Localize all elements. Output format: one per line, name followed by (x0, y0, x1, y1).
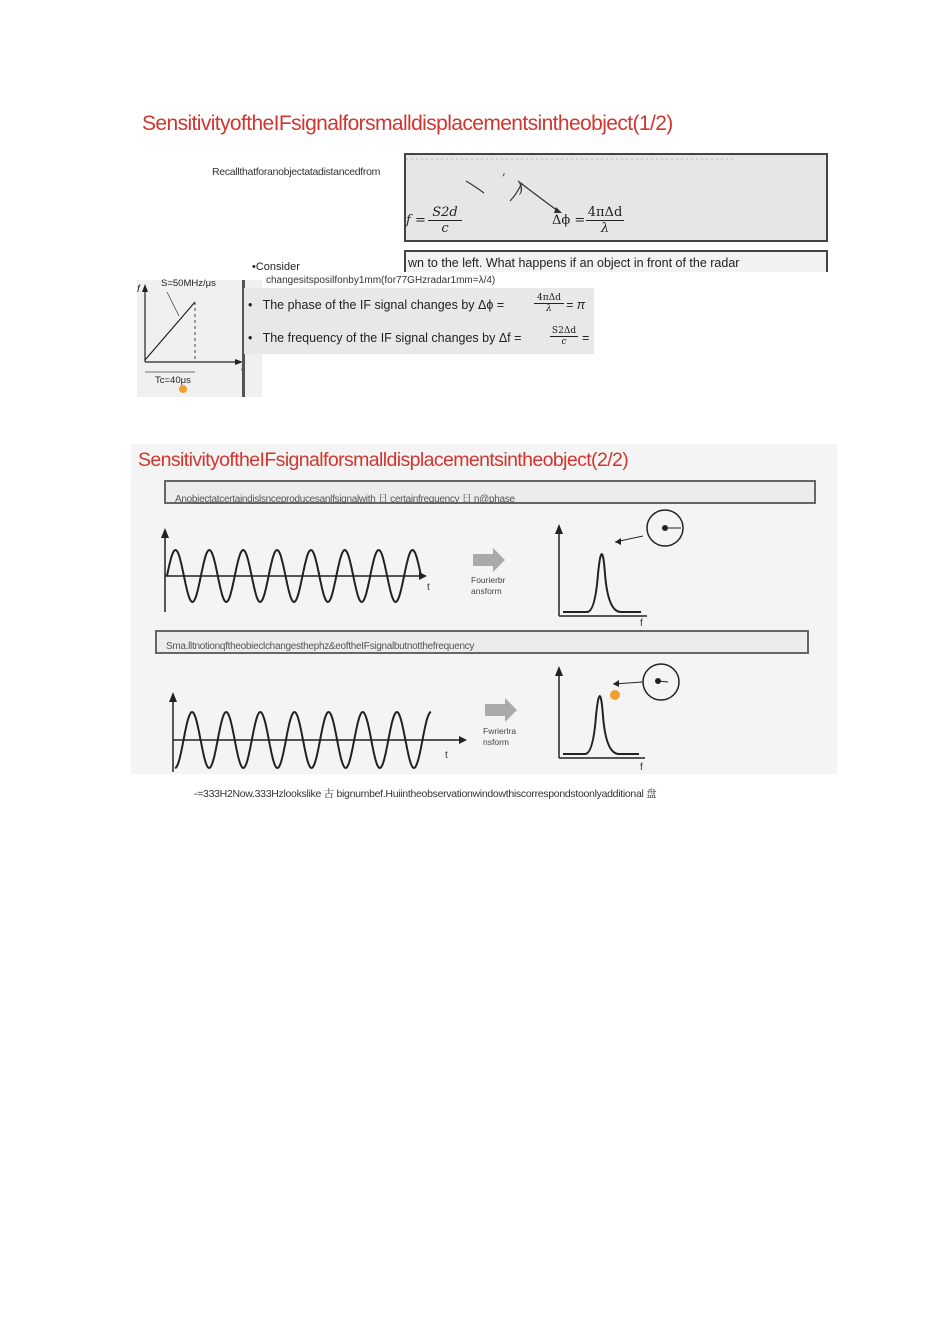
consider-label: •Consider (252, 261, 300, 273)
t-label-1: t (427, 582, 430, 593)
formula-phi-lhs: Δϕ = (552, 213, 586, 228)
snippet-text: wn to the left. What happens if an object in front of the radar (408, 256, 740, 270)
formula-f-num: S2d (428, 205, 462, 221)
formula-phi-num: 4πΔd (587, 205, 623, 220)
bullet-phase-den: λ (546, 304, 552, 314)
formula-phi-den: λ (600, 221, 610, 236)
graph-tc-label: Tc=40μs (155, 375, 191, 386)
f-label-1: f (640, 618, 643, 629)
f-label-2: f (640, 762, 643, 773)
fourier-label-2: Fwrierlra (483, 726, 517, 736)
cursor-marker (610, 690, 620, 700)
t-label-2: t (445, 750, 448, 761)
signal-row-1 (131, 504, 837, 629)
svg-text:,: , (502, 164, 506, 178)
bullet-phase (248, 298, 504, 312)
bullet-frequency (248, 331, 521, 345)
graph-slope-label: S=50MHz/μs (161, 278, 216, 289)
bullet-freq-suffix: = (582, 331, 590, 345)
formula-f-den: c (441, 221, 449, 236)
spectrum-peak (563, 554, 641, 612)
transform-arrow (473, 548, 505, 572)
bullet-phase-prefix: The phase of the IF signal changes by Δϕ = (262, 298, 505, 312)
changes-text: changesitsposilfonby1mm(for77GHzradar1mm=λ/4) (266, 275, 496, 286)
formula-phi-frac (586, 205, 624, 236)
bullet-freq-num: S2Δd (551, 326, 577, 336)
slide2-title: SensitivityoftheIFsignalforsmalldisplacementsintheobject(2/2) (138, 449, 629, 471)
box1-text: Anobjectatcertaindislsnceproducesanlfsignalwith 日 certainfrequency 日 n@phase (175, 494, 515, 505)
slide1-title: SensitivityoftheIFsignalforsmalldisplacementsintheobject(1/2) (142, 112, 673, 135)
footer-text: -=333H2Now.333Hzlookslike 古 bignumbef.Huiintheobservationwindowthiscorrespondstoonlyadditional 盘 (194, 788, 657, 800)
spectrum-peak-2 (563, 696, 639, 754)
recall-text: Recallthatforanobjectatadistancedfrom (212, 166, 381, 178)
signal-row-2 (131, 654, 837, 774)
object-circle-2 (643, 664, 679, 700)
formula-frame (404, 153, 828, 242)
bullet-freq-prefix: The frequency of the IF signal changes by Δf = (262, 331, 522, 345)
slide2-box1 (164, 480, 816, 504)
fourier-label-1: Fourierbr (471, 575, 506, 585)
transform-arrow-2 (485, 698, 517, 722)
bullet-freq-frac (550, 326, 578, 347)
formula-f-frac (428, 205, 462, 236)
fourier-label-2b: nsform (483, 737, 509, 747)
graph-f-label: f (137, 284, 140, 295)
bullet-freq-den: c (561, 337, 567, 347)
bullet-phase-suffix: = π (566, 298, 586, 312)
svg-text:): ) (518, 182, 524, 197)
box2-text: Sma.lltnotionqftheobieclchangesthephz&eoftheIFsignalbutnotthefrequency (166, 641, 475, 652)
bullet-phase-num: 4πΔd (534, 293, 564, 304)
bullet-dot: • (248, 298, 260, 312)
fourier-label-1b: ansform (471, 586, 502, 596)
bullet-list (244, 288, 594, 354)
formula-f (406, 213, 426, 228)
slide2-box2 (155, 630, 809, 654)
bullet-phase-frac (534, 293, 564, 314)
formula-f-lhs: f = (406, 213, 426, 228)
bullet-dot: • (248, 331, 260, 345)
slide2-panel (131, 444, 837, 774)
